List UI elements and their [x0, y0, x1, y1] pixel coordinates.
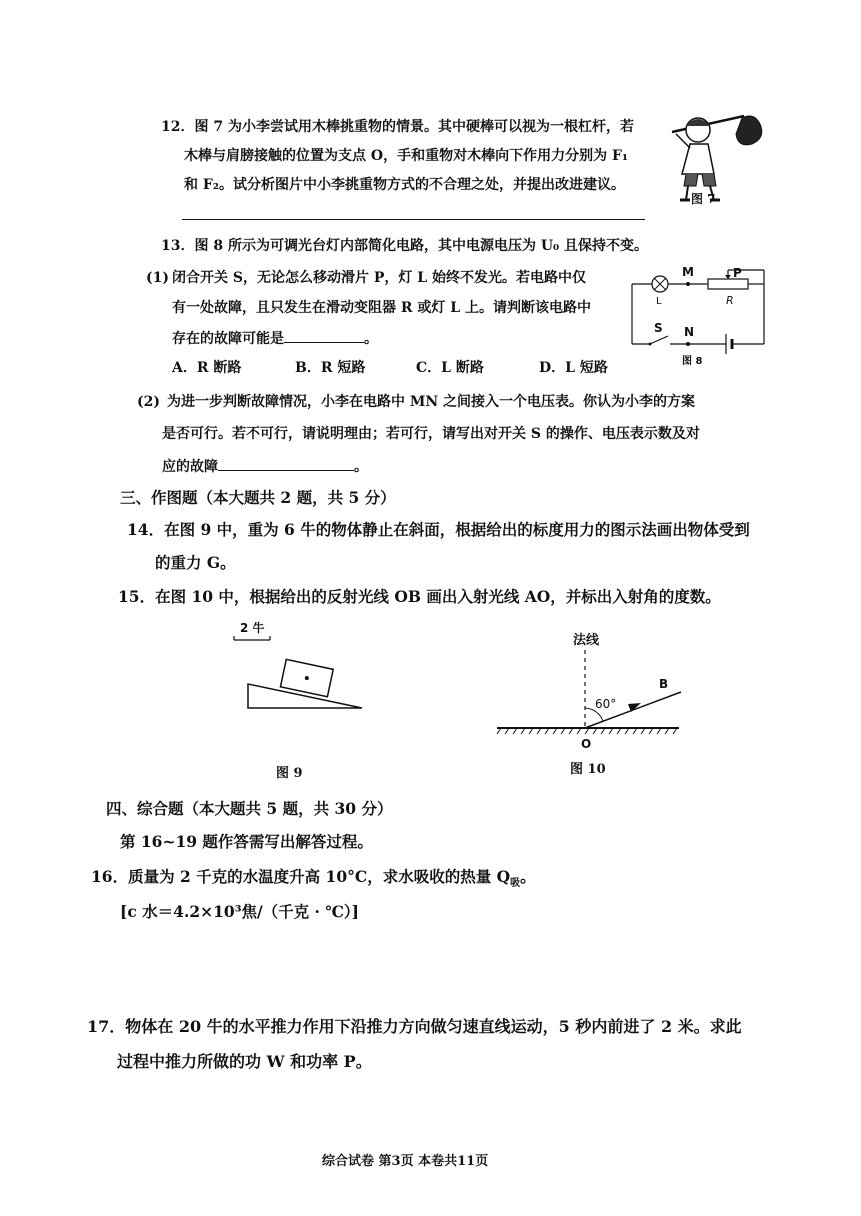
q17-line-2: 过程中推力所做的功 W 和功率 P。 — [117, 1052, 372, 1071]
shorts — [684, 174, 716, 186]
q13-part1-line-1: 闭合开关 S，无论怎么移动滑片 P，灯 L 始终不发光。若电路中仅 — [172, 270, 586, 286]
fig10-normal-label: 法线 — [573, 633, 600, 648]
section4-title: 四、综合题（本大题共 5 题，共 30 分） — [106, 799, 393, 818]
q17-line-1: 17．物体在 20 牛的水平推力作用下沿推力方向做匀速直线运动，5 秒内前进了 2 米。求此 — [87, 1017, 742, 1036]
q14-line-2: 的重力 G。 — [155, 553, 236, 572]
fig10-point-o: O — [581, 737, 592, 751]
section4-note: 第 16~19 题作答需写出解答过程。 — [120, 832, 373, 851]
q13-part1-number: (1) — [146, 270, 169, 286]
q13-option-c: C．L 断路 — [416, 360, 484, 376]
fig10-reflection — [495, 628, 695, 758]
section3-title: 三、作图题（本大题共 2 题，共 5 分） — [120, 488, 396, 507]
q13-option-d: D．L 短路 — [539, 360, 608, 376]
q13-part2-prompt: 应的故障 — [162, 459, 218, 475]
fig10-caption: 图 10 — [570, 762, 606, 777]
q13-part2-line-3 — [162, 456, 368, 477]
q13-part2-line-1: 为进一步判断故障情况，小李在电路中 MN 之间接入一个电压表。你认为小李的方案 — [167, 394, 696, 410]
q12-line-1: 12．图 7 为小李尝试用木棒挑重物的情景。其中硬棒可以视为一根杠杆，若 — [161, 119, 634, 135]
q16-subscript: 吸 — [510, 878, 521, 890]
q15-text: 15．在图 10 中，根据给出的反射光线 OB 画出入射光线 AO，并标出入射角的度数。 — [118, 587, 721, 606]
q12-line-3: 和 F₂。试分析图片中小李挑重物方式的不合理之处，并提出改进建议。 — [184, 177, 625, 193]
leg-left — [686, 186, 688, 200]
fig7-caption: 图 7 — [691, 192, 716, 206]
q13-part1-line-2: 有一处故障，且只发生在滑动变阻器 R 或灯 L 上。请判断该电路中 — [172, 300, 591, 316]
label-p: P — [733, 266, 742, 280]
q16-line-2: [c 水＝4.2×10³焦/（千克 · ℃）] — [120, 902, 359, 921]
body — [682, 144, 714, 174]
q12-answer-line — [182, 219, 645, 220]
label-n: N — [684, 325, 695, 339]
rheostat — [708, 279, 748, 289]
node-m — [686, 282, 690, 286]
q13-option-b: B．R 短路 — [295, 360, 366, 376]
q13-part2-answer-blank[interactable] — [218, 456, 354, 471]
fig9-scale-label: 2 牛 — [240, 621, 265, 635]
label-r: R — [726, 294, 734, 307]
bundle-icon — [736, 116, 762, 145]
q13-stem: 13．图 8 所示为可调光台灯内部简化电路，其中电源电压为 U₀ 且保持不变。 — [161, 238, 649, 254]
q13-part2-line-2: 是否可行。若不可行，请说明理由；若可行，请写出对开关 S 的操作、电压表示数及对 — [162, 426, 700, 442]
q13-part2-number: (2) — [137, 394, 160, 410]
q13-option-a: A．R 断路 — [172, 360, 242, 376]
q12-line-2: 木棒与肩膀接触的位置为支点 O，手和重物对木棒向下作用力分别为 F₁ — [184, 148, 629, 164]
q14-line-1: 14．在图 9 中，重为 6 牛的物体静止在斜面，根据给出的标度用力的图示法画出物体受到 — [127, 520, 750, 539]
fig8-circuit — [630, 262, 770, 372]
fig9-caption: 图 9 — [276, 766, 303, 781]
q13-part1-line-3 — [172, 328, 378, 349]
fig8-caption: 图 8 — [682, 356, 703, 367]
q16-period: 。 — [520, 867, 536, 886]
q16-line-1 — [91, 866, 536, 895]
label-s: S — [654, 321, 663, 335]
q13-part1-prompt: 存在的故障可能是 — [172, 331, 284, 347]
hair — [686, 119, 710, 126]
q16-text: 16．质量为 2 千克的水温度升高 10°C，求水吸收的热量 Q — [91, 867, 511, 886]
q13-part2-period: 。 — [354, 459, 368, 475]
fig10-angle-label: 60° — [595, 697, 617, 711]
node-n — [686, 342, 690, 346]
q13-part1-answer-blank[interactable] — [284, 328, 364, 343]
page-footer: 综合试卷 第3页 本卷共11页 — [322, 1154, 489, 1169]
label-m: M — [682, 265, 694, 279]
label-l: L — [656, 296, 662, 307]
fig9-incline — [230, 620, 370, 720]
q13-part1-period: 。 — [364, 331, 378, 347]
switch-icon — [650, 336, 668, 344]
fig10-point-b: B — [659, 677, 669, 691]
fig7-illustration — [662, 98, 772, 218]
